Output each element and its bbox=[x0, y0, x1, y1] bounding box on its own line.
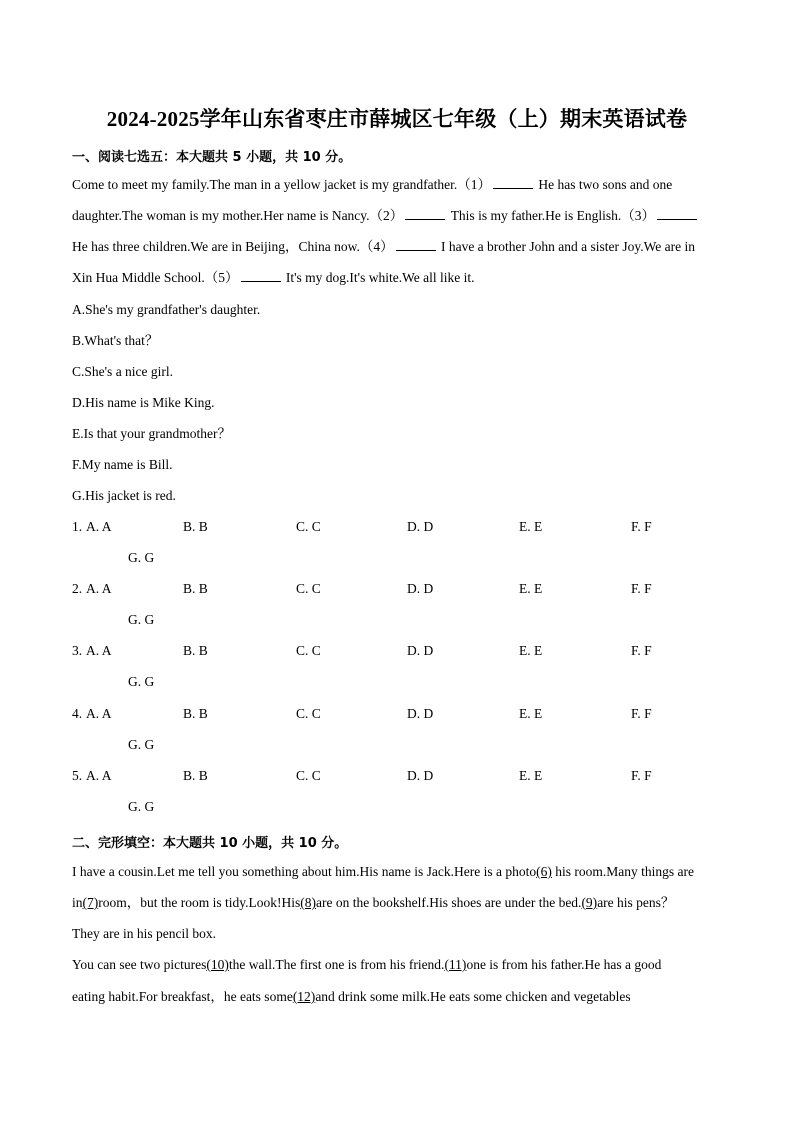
answer-blank-1[interactable] bbox=[493, 176, 533, 189]
choice-4[interactable]: E. E bbox=[519, 519, 543, 534]
choice-g[interactable]: G. G bbox=[128, 737, 155, 752]
cloze-line bbox=[72, 956, 722, 974]
choice-1[interactable]: B. B bbox=[183, 643, 208, 658]
option-f: F.My name is Bill. bbox=[72, 457, 173, 472]
cloze-line bbox=[72, 894, 722, 912]
passage-line-4 bbox=[72, 269, 722, 287]
choice-1[interactable]: B. B bbox=[183, 706, 208, 721]
choice-5[interactable]: F. F bbox=[631, 706, 652, 721]
choice-4[interactable]: E. E bbox=[519, 706, 543, 721]
cloze-line bbox=[72, 988, 722, 1006]
cloze-text: are his pens？ bbox=[597, 895, 675, 910]
section2-heading: 二、完形填空：本大题共 10 小题，共 10 分。 bbox=[72, 836, 348, 851]
choice-2[interactable]: C. C bbox=[296, 643, 321, 658]
option-a: A.She's my grandfather's daughter. bbox=[72, 302, 261, 317]
option-d: D.His name is Mike King. bbox=[72, 395, 215, 410]
question-row bbox=[72, 581, 722, 599]
passage-text: Xin Hua Middle School.（5） bbox=[72, 270, 239, 285]
cloze-text: are on the bookshelf.His shoes are under the bed. bbox=[316, 895, 582, 910]
option-b: B.What's that？ bbox=[72, 333, 159, 348]
cloze-text: You can see two pictures bbox=[72, 957, 207, 972]
choice-g[interactable]: G. G bbox=[128, 674, 155, 689]
option-e: E.Is that your grandmother？ bbox=[72, 426, 231, 441]
answer-blank-5[interactable] bbox=[241, 269, 281, 282]
passage-text: He has three children.We are in Beijing，China now.（4） bbox=[72, 239, 394, 254]
choice-g[interactable]: G. G bbox=[128, 550, 155, 565]
choice-2[interactable]: C. C bbox=[296, 519, 321, 534]
cloze-text: I have a cousin.Let me tell you something about him.His name is Jack.Here is a photo bbox=[72, 864, 537, 879]
cloze-text: eating habit.For breakfast，he eats some bbox=[72, 989, 293, 1004]
choice-1[interactable]: B. B bbox=[183, 768, 208, 783]
cloze-blank-number[interactable]: (8) bbox=[300, 895, 317, 910]
cloze-line bbox=[72, 925, 722, 943]
cloze-blank-number[interactable]: (6) bbox=[536, 864, 552, 879]
passage-text: Come to meet my family.The man in a yellow jacket is my grandfather.（1） bbox=[72, 177, 492, 192]
passage-text: I have a brother John and a sister Joy.We are in bbox=[437, 239, 696, 254]
question-row bbox=[72, 706, 722, 724]
question-row bbox=[72, 643, 722, 661]
cloze-text: in bbox=[72, 895, 83, 910]
choice-5[interactable]: F. F bbox=[631, 519, 652, 534]
choice-g[interactable]: G. G bbox=[128, 612, 155, 627]
cloze-blank-number[interactable]: (9) bbox=[581, 895, 598, 910]
choice-3[interactable]: D. D bbox=[407, 581, 434, 596]
choice-2[interactable]: C. C bbox=[296, 581, 321, 596]
question-number: 4. bbox=[72, 706, 83, 721]
question-row bbox=[72, 519, 722, 537]
choice-4[interactable]: E. E bbox=[519, 581, 543, 596]
cloze-blank-number[interactable]: (10) bbox=[206, 957, 229, 972]
choice-1[interactable]: B. B bbox=[183, 519, 208, 534]
passage-text: This is my father.He is English.（3） bbox=[447, 208, 656, 223]
choice-0[interactable]: A. A bbox=[86, 519, 112, 534]
cloze-blank-number[interactable]: (11) bbox=[444, 957, 467, 972]
question-number: 5. bbox=[72, 768, 83, 783]
cloze-blank-number[interactable]: (7) bbox=[82, 895, 99, 910]
exam-title: 2024-2025学年山东省枣庄市薛城区七年级（上）期末英语试卷 bbox=[106, 107, 688, 131]
section1-heading: 一、阅读七选五：本大题共 5 小题，共 10 分。 bbox=[72, 150, 352, 165]
passage-text: It's my dog.It's white.We all like it. bbox=[282, 270, 475, 285]
choice-3[interactable]: D. D bbox=[407, 519, 434, 534]
passage-text: He has two sons and one bbox=[535, 177, 673, 192]
passage-line-2 bbox=[72, 207, 722, 225]
cloze-text: the wall.The first one is from his friend. bbox=[228, 957, 445, 972]
choice-0[interactable]: A. A bbox=[86, 768, 112, 783]
choice-3[interactable]: D. D bbox=[407, 768, 434, 783]
choice-0[interactable]: A. A bbox=[86, 706, 112, 721]
cloze-text: one is from his father.He has a good bbox=[466, 957, 662, 972]
answer-blank-4[interactable] bbox=[396, 238, 436, 251]
question-row bbox=[72, 768, 722, 786]
choice-0[interactable]: A. A bbox=[86, 581, 112, 596]
answer-blank-3[interactable] bbox=[657, 207, 697, 220]
choice-2[interactable]: C. C bbox=[296, 768, 321, 783]
choice-4[interactable]: E. E bbox=[519, 768, 543, 783]
cloze-text: They are in his pencil box. bbox=[72, 926, 216, 941]
choice-5[interactable]: F. F bbox=[631, 581, 652, 596]
choice-5[interactable]: F. F bbox=[631, 643, 652, 658]
question-number: 1. bbox=[72, 519, 83, 534]
passage-line-1 bbox=[72, 176, 722, 194]
option-c: C.She's a nice girl. bbox=[72, 364, 174, 379]
choice-4[interactable]: E. E bbox=[519, 643, 543, 658]
passage-line-3 bbox=[72, 238, 722, 256]
option-g: G.His jacket is red. bbox=[72, 488, 176, 503]
cloze-text: room，but the room is tidy.Look!His bbox=[98, 895, 301, 910]
cloze-line bbox=[72, 863, 722, 881]
choice-3[interactable]: D. D bbox=[407, 643, 434, 658]
passage-text: daughter.The woman is my mother.Her name is Nancy.（2） bbox=[72, 208, 404, 223]
choice-0[interactable]: A. A bbox=[86, 643, 112, 658]
choice-2[interactable]: C. C bbox=[296, 706, 321, 721]
choice-g[interactable]: G. G bbox=[128, 799, 155, 814]
question-number: 2. bbox=[72, 581, 83, 596]
choice-3[interactable]: D. D bbox=[407, 706, 434, 721]
cloze-text: and drink some milk.He eats some chicken and vegetables bbox=[315, 989, 631, 1004]
choice-5[interactable]: F. F bbox=[631, 768, 652, 783]
cloze-blank-number[interactable]: (12) bbox=[292, 989, 316, 1004]
choice-1[interactable]: B. B bbox=[183, 581, 208, 596]
question-number: 3. bbox=[72, 643, 83, 658]
cloze-text: his room.Many things are bbox=[551, 864, 695, 879]
answer-blank-2[interactable] bbox=[405, 207, 445, 220]
